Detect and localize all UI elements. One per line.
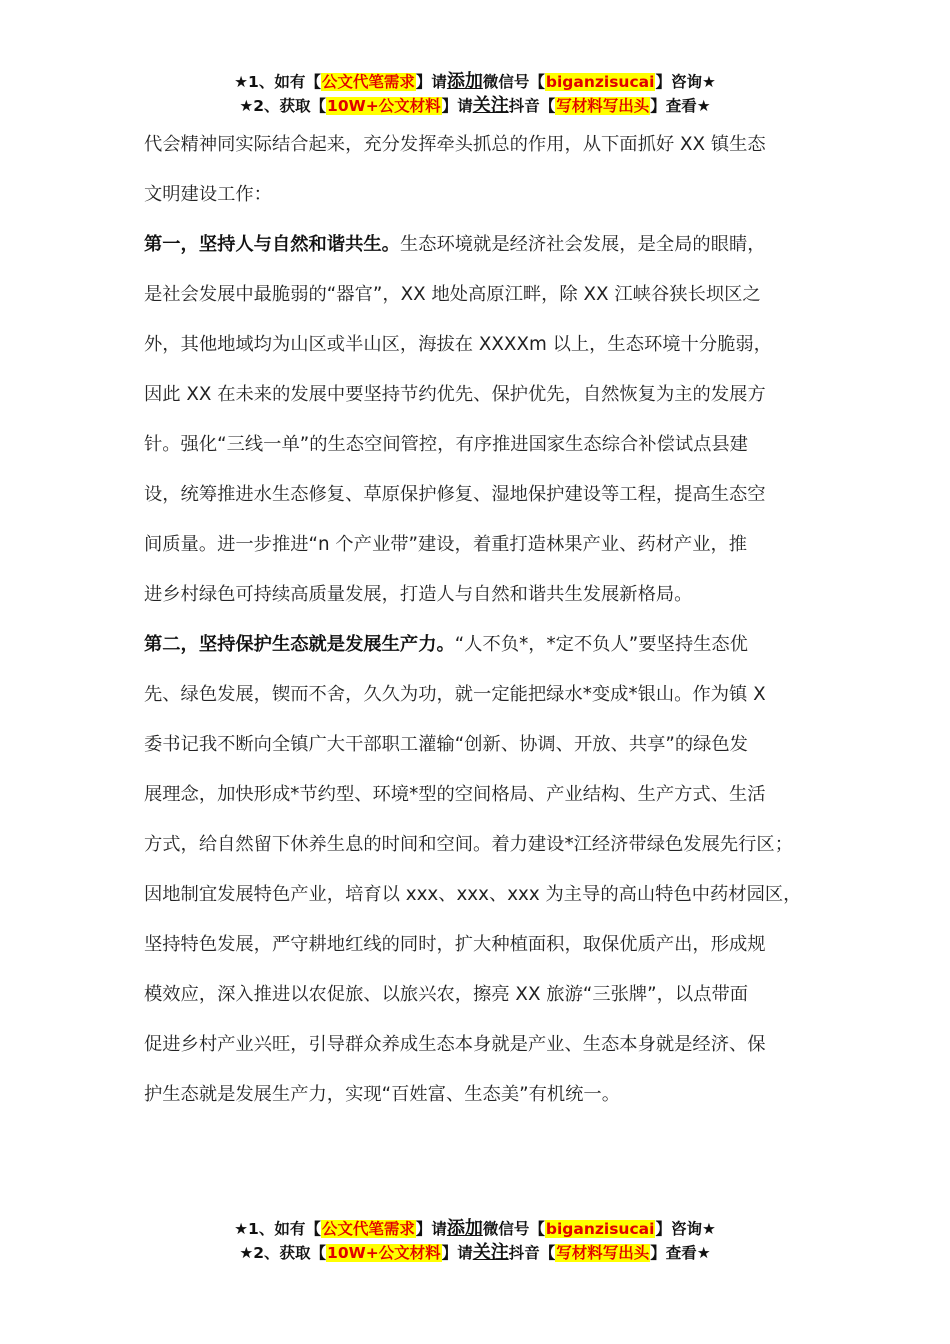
star-icon: ★	[701, 73, 716, 91]
line-text: 进乡村绿色可持续高质量发展，打造人与自然和谐共生发展新格局。	[144, 584, 693, 605]
emphasis-follow: 关注	[472, 1242, 509, 1263]
paragraph-line	[144, 620, 824, 670]
star-icon: ★	[234, 73, 249, 91]
highlight-douyin: 写材料写出头	[556, 97, 650, 115]
star-icon: ★	[696, 97, 711, 115]
paragraph-line	[144, 370, 824, 420]
line-text: 针。强化“三线一单”的生态空间管控，有序推进国家生态综合补偿试点县建	[144, 434, 748, 455]
highlight-wechat-id: biganzisucai	[545, 73, 655, 91]
star-icon: ★	[239, 97, 254, 115]
paragraph-line	[144, 1070, 824, 1120]
paragraph-line	[144, 820, 824, 870]
paragraph-line	[144, 120, 824, 170]
paragraph-line	[144, 270, 824, 320]
banner-text: 抖音【	[508, 1244, 556, 1262]
line-text: 先、绿色发展，锲而不舍，久久为功，就一定能把绿水*变成*银山。作为镇 X	[144, 684, 766, 705]
banner-line-1	[0, 70, 950, 94]
paragraph-line	[144, 870, 824, 920]
line-text: 因此 XX 在未来的发展中要坚持节约优先、保护优先，自然恢复为主的发展方	[144, 384, 766, 405]
line-text: 代会精神同实际结合起来，充分发挥牵头抓总的作用，从下面抓好 XX 镇生态	[144, 134, 766, 155]
line-text: 设，统筹推进水生态修复、草原保护修复、湿地保护建设等工程，提高生态空	[144, 484, 766, 505]
highlight-materials: 10W+公文材料	[327, 1244, 441, 1262]
banner-text: 】请	[441, 1244, 473, 1262]
emphasis-add: 添加	[446, 1218, 483, 1239]
paragraph-line	[144, 970, 824, 1020]
banner-line-2	[0, 94, 950, 118]
highlight-douyin: 写材料写出头	[556, 1244, 650, 1262]
bottom-banner	[0, 1217, 950, 1265]
paragraph-line	[144, 770, 824, 820]
banner-text: 微信号【	[482, 1220, 545, 1238]
banner-text: 1、如有【	[248, 1220, 321, 1238]
line-text: 外，其他地域均为山区或半山区，海拔在 XXXXm 以上，生态环境十分脆弱，	[144, 334, 772, 355]
banner-text: 】请	[415, 73, 447, 91]
banner-text: 2、获取【	[253, 1244, 327, 1262]
paragraph-line	[144, 670, 824, 720]
banner-line-2	[0, 1241, 950, 1265]
banner-text: 】查看	[650, 1244, 697, 1262]
paragraph-line	[144, 420, 824, 470]
line-text: 模效应，深入推进以农促旅、以旅兴农，擦亮 XX 旅游“三张牌”，以点带面	[144, 984, 749, 1005]
banner-text: 】咨询	[655, 73, 702, 91]
section-heading: 第一，坚持人与自然和谐共生。	[144, 234, 400, 255]
banner-text: 微信号【	[482, 73, 545, 91]
highlight-wechat-id: biganzisucai	[545, 1220, 655, 1238]
paragraph-line	[144, 920, 824, 970]
paragraph-line	[144, 320, 824, 370]
line-text: 方式，给自然留下休养生息的时间和空间。着力建设*江经济带绿色发展先行区；	[144, 834, 793, 855]
paragraph-line	[144, 570, 824, 620]
star-icon: ★	[239, 1244, 254, 1262]
star-icon: ★	[701, 1220, 716, 1238]
top-banner	[0, 70, 950, 118]
paragraph-line	[144, 220, 824, 270]
highlight-materials: 10W+公文材料	[327, 97, 441, 115]
banner-text: 】请	[441, 97, 473, 115]
paragraph-line	[144, 170, 824, 220]
line-text: 护生态就是发展生产力，实现“百姓富、生态美”有机统一。	[144, 1084, 620, 1105]
star-icon: ★	[696, 1244, 711, 1262]
banner-text: 2、获取【	[253, 97, 327, 115]
paragraph-line	[144, 1020, 824, 1070]
highlight-service: 公文代笔需求	[321, 1220, 415, 1238]
line-text: 间质量。进一步推进“n 个产业带”建设，着重打造林果产业、药材产业，推	[144, 534, 748, 555]
line-text: 展理念，加快形成*节约型、环境*型的空间格局、产业结构、生产方式、生活	[144, 784, 766, 805]
highlight-service: 公文代笔需求	[321, 73, 415, 91]
line-text: 生态环境就是经济社会发展，是全局的眼睛，	[399, 234, 766, 255]
banner-text: 1、如有【	[248, 73, 321, 91]
banner-line-1	[0, 1217, 950, 1241]
paragraph-line	[144, 720, 824, 770]
line-text: 促进乡村产业兴旺，引导群众养成生态本身就是产业、生态本身就是经济、保	[144, 1034, 766, 1055]
line-text: 因地制宜发展特色产业，培育以 xxx、xxx、xxx 为主导的高山特色中药材园区，	[144, 884, 802, 905]
paragraph-line	[144, 470, 824, 520]
emphasis-add: 添加	[446, 71, 483, 92]
paragraph-line	[144, 520, 824, 570]
emphasis-follow: 关注	[472, 95, 509, 116]
banner-text: 】查看	[650, 97, 697, 115]
banner-text: 抖音【	[508, 97, 556, 115]
line-text: 委书记我不断向全镇广大干部职工灌输“创新、协调、开放、共享”的绿色发	[144, 734, 748, 755]
section-heading: 第二，坚持保护生态就是发展生产力。	[144, 634, 455, 655]
document-body	[144, 120, 824, 1120]
line-text: “人不负*，*定不负人”要坚持生态优	[454, 634, 748, 655]
banner-text: 】请	[415, 1220, 447, 1238]
line-text: 是社会发展中最脆弱的“器官”，XX 地处高原江畔，除 XX 江峡谷狭长坝区之	[144, 284, 761, 305]
line-text: 坚持特色发展，严守耕地红线的同时，扩大种植面积，取保优质产出，形成规	[144, 934, 766, 955]
banner-text: 】咨询	[655, 1220, 702, 1238]
star-icon: ★	[234, 1220, 249, 1238]
line-text: 文明建设工作：	[144, 184, 272, 205]
